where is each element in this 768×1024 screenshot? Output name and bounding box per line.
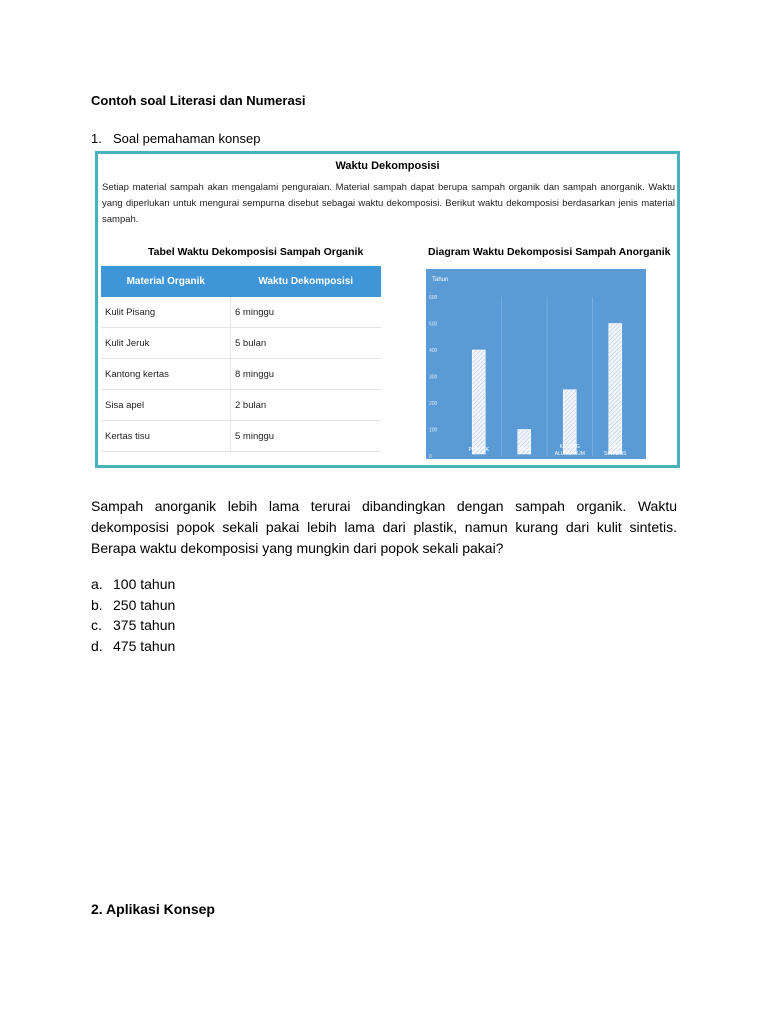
inorganic-bar-chart — [426, 269, 646, 459]
table-header-material: Material Organik — [101, 266, 231, 297]
y-tick-label: 400 — [429, 348, 438, 354]
table-row — [101, 297, 381, 328]
y-tick-label: 500 — [429, 321, 438, 328]
figure-title: Waktu Dekomposisi — [335, 160, 440, 172]
bar — [472, 350, 485, 454]
table-row — [101, 421, 381, 452]
table-row — [101, 359, 381, 390]
table-cell-duration: 6 minggu — [231, 297, 382, 328]
x-tick-label: KULIT SINTETIS — [603, 444, 627, 457]
table-row — [101, 328, 381, 359]
option-label: b. — [91, 596, 103, 613]
chart-title: Diagram Waktu Dekomposisi Sampah Anorganik — [428, 246, 671, 258]
option-label: c. — [91, 617, 102, 633]
question-1-heading — [91, 131, 260, 146]
table-title: Tabel Waktu Dekomposisi Sampah Organik — [148, 246, 364, 258]
option-label: a. — [91, 576, 103, 592]
decomposition-figure — [95, 151, 680, 468]
option-text: 375 tahun — [113, 617, 176, 633]
option-d[interactable] — [91, 636, 175, 657]
chart-svg — [426, 269, 646, 459]
option-c[interactable] — [91, 615, 175, 636]
y-tick-label: 600 — [429, 295, 438, 301]
question-paragraph: Sampah anorganik lebih lama terurai dibandingkan dengan sampah organik. Waktu dekomposisi popok sekali pakai lebih lama dari plastik, namun kurang dari kulit sintetis. Berapa waktu dekomposisi yang mungkin dari popok sekali pakai? — [91, 498, 677, 556]
option-text: 475 tahun — [113, 637, 176, 654]
figure-description: Setiap material sampah akan mengalami penguraian. Material sampah dapat berupa sampah organik dan sampah anorganik. Waktu yang diperlukan untuk mengurai sempurna disebut sebagai waktu dekomposisi. Berikut waktu dekomposisi berdasarkan jenis material sampah. — [102, 182, 675, 225]
y-axis-label: Tahun — [432, 277, 449, 283]
question-number: 1. — [91, 131, 102, 146]
table-cell-duration: 5 minggu — [231, 421, 382, 452]
option-label: d. — [91, 637, 103, 654]
y-tick-label: 300 — [429, 374, 438, 381]
x-tick-label: KALENG ALUMUNIUM — [554, 444, 585, 457]
answer-options — [91, 574, 175, 656]
table-header-duration: Waktu Dekomposisi — [231, 266, 382, 297]
bar — [609, 324, 622, 455]
y-tick-label: 200 — [429, 401, 438, 407]
table-cell-material: Sisa apel — [101, 390, 231, 421]
option-b[interactable] — [91, 595, 175, 616]
option-a[interactable] — [91, 574, 175, 595]
table-cell-material: Kulit Jeruk — [101, 328, 231, 359]
table-cell-duration: 8 minggu — [231, 359, 382, 390]
table-cell-material: Kulit Pisang — [101, 297, 231, 328]
table-cell-duration: 5 bulan — [231, 328, 382, 359]
page-title: Contoh soal Literasi dan Numerasi — [91, 93, 306, 108]
table-row — [101, 390, 381, 421]
x-tick-label: BAJA — [517, 447, 531, 453]
question-heading-text: Soal pemahaman konsep — [113, 131, 261, 146]
y-tick-label: 0 — [429, 454, 432, 459]
option-text: 100 tahun — [113, 576, 176, 592]
option-text: 250 tahun — [113, 596, 176, 613]
y-tick-label: 100 — [429, 427, 438, 434]
table-cell-material: Kantong kertas — [101, 359, 231, 390]
table-header-row — [101, 266, 381, 297]
x-tick-label: PLASTIK — [468, 447, 490, 453]
section-2-heading: 2. Aplikasi Konsep — [91, 901, 215, 917]
organic-waste-table — [101, 266, 381, 452]
table-cell-material: Kertas tisu — [101, 421, 231, 452]
table-cell-duration: 2 bulan — [231, 390, 382, 421]
